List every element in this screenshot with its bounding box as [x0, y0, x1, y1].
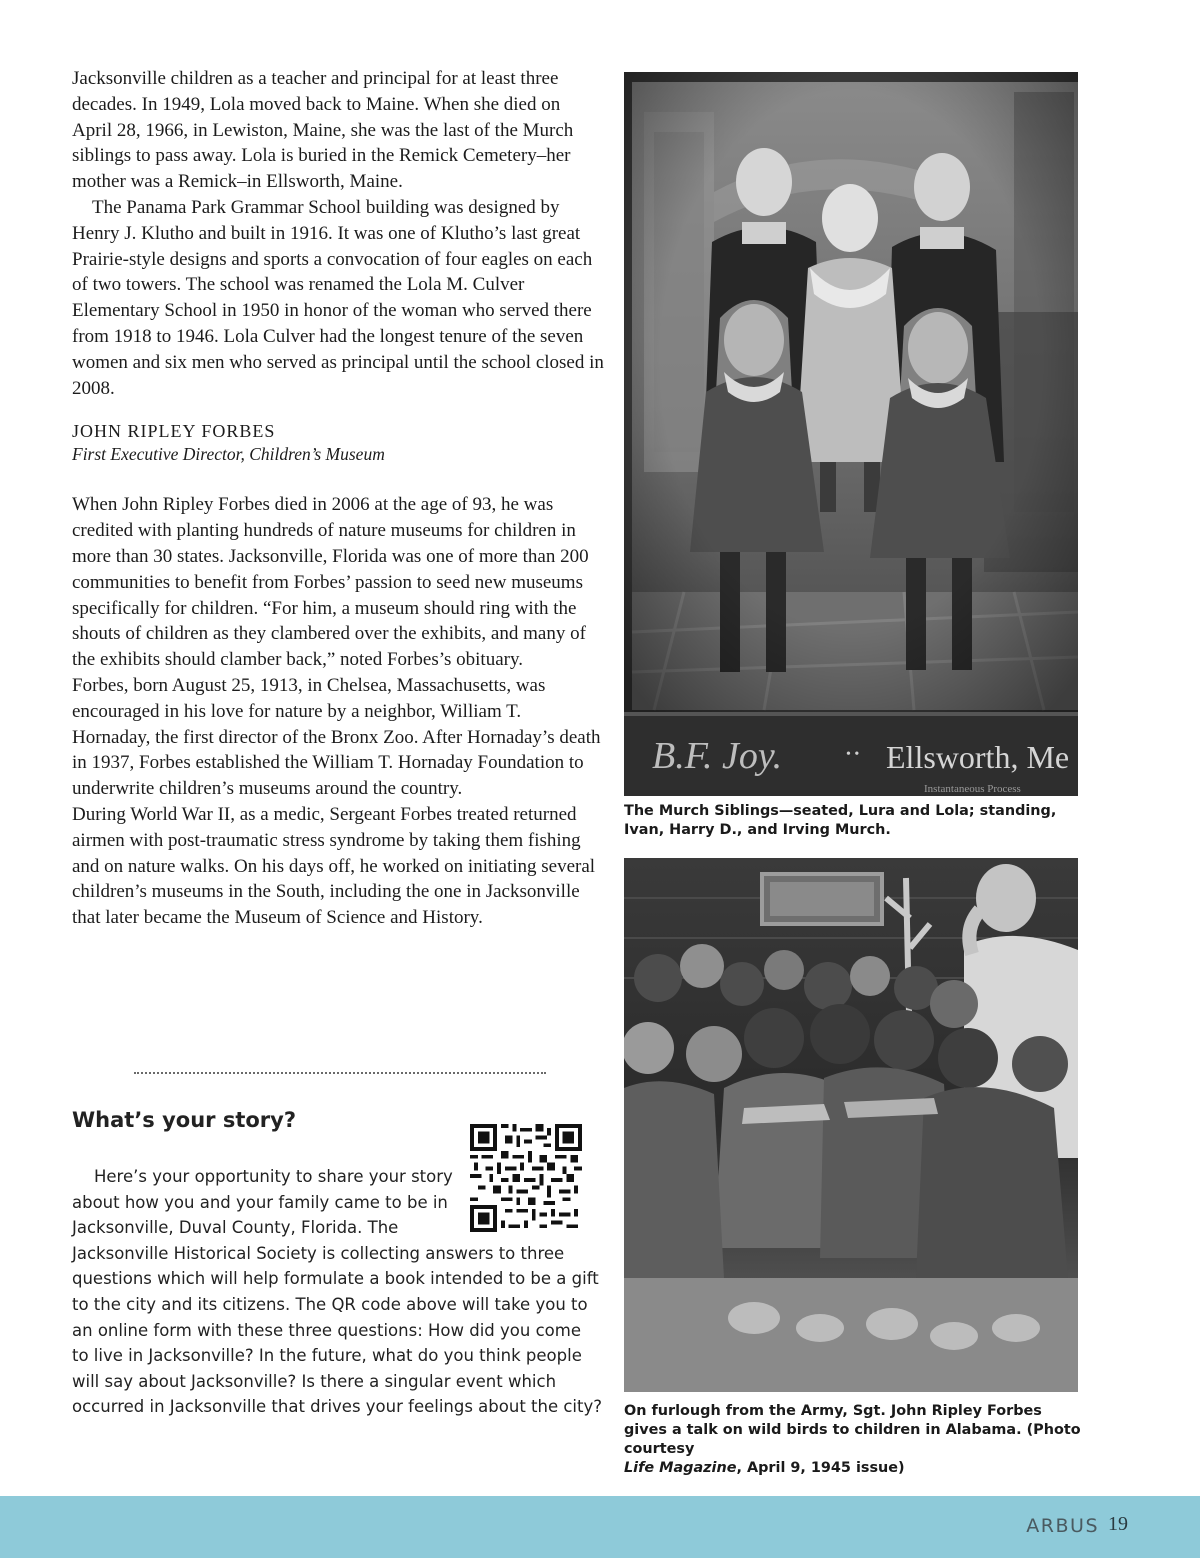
- footer-band: [0, 1496, 1200, 1558]
- bio-subtitle: First Executive Director, Children’s Museum: [72, 444, 385, 465]
- forbes-classroom-photo: [624, 858, 1078, 1392]
- studio-city: Ellsworth, Me: [886, 739, 1070, 775]
- bio-paragraph: During World War II, as a medic, Sergeant Forbes treated returned airmen with post-traumatic stress syndrome by taking them fishing and on nature walks. On his days off, he worked on initiating several children’s museums in the South, including the one in Jacksonville that later became the Museum of Science and History.: [72, 803, 596, 929]
- bio-heading: JOHN RIPLEY FORBES: [72, 421, 276, 442]
- article-paragraph: Jacksonville children as a teacher and principal for at least three decades. In 1949, Lola moved back to Maine. When she died on April 28, 1966, in Lewiston, Maine, she was the last of the Murch siblings to pass away. Lola is buried in the Remick Cemetery–her mother was a Remick–in Ellsworth, Maine.: [72, 68, 574, 193]
- bio-paragraph: Forbes, born August 25, 1913, in Chelsea, Massachusetts, was encouraged in his love for nature by a neighbor, William T. Hornaday, the first director of the Bronx Zoo. After Hornaday’s death in 1937, Forbes established the William T. Hornaday Foundation to underwrite children’s museums around the country.: [72, 674, 601, 800]
- photo-2-caption-tail: , April 9, 1945 issue): [736, 1460, 905, 1476]
- section-divider: [134, 1072, 546, 1075]
- story-paragraph: Here’s your opportunity to share your story about how you and your family came to be in Jacksonville, Duval County, Florida. The Jacksonville Historical Society is collecting answers to three questions which will help formulate a book intended to be a gift to the city and its citizens. The QR code above will take you to an online form with these three questions: How did you come to live in Jacksonville? In the future, what do you think people will say about Jacksonville? Is there a singular event which occurred in Jacksonville that drives your feelings about the city?: [72, 1167, 603, 1417]
- story-block: [72, 1164, 602, 1420]
- article-column: [72, 66, 604, 931]
- svg-text:• •: • •: [846, 747, 860, 762]
- studio-note: Instantaneous Process: [924, 783, 1021, 795]
- story-heading: What’s your story?: [72, 1108, 297, 1132]
- photo-2-caption: [624, 1402, 1084, 1478]
- footer-brand: ARBUS: [1026, 1515, 1099, 1537]
- qr-code[interactable]: [470, 1124, 582, 1232]
- article-paragraph: The Panama Park Grammar School building was designed by Henry J. Klutho and built in 1916. It was one of Klutho’s last great Prairie-style designs and sports a convocation of four eagles on each of two towers. The school was renamed the Lola M. Culver Elementary School in 1950 in honor of the woman who served there from 1918 to 1946. Lola Culver had the longest tenure of the seven women and six men who served as principal until the school closed in 2008.: [72, 196, 604, 399]
- page-number: 19: [1108, 1513, 1128, 1535]
- bio-paragraph: When John Ripley Forbes died in 2006 at the age of 93, he was credited with planting hundreds of nature museums for children in more than 30 states. Jacksonville, Florida was one of more than 200 communities to benefit from Forbes’ passion to seed new museums specifically for children. “For him, a museum should ring with the shouts of children as they clambered over the exhibits, and many of the exhibits should clamber back,” noted Forbes’s obituary.: [72, 494, 589, 671]
- studio-signature: B.F. Joy.: [652, 735, 783, 777]
- photo-2-caption-main: On furlough from the Army, Sgt. John Ripley Forbes gives a talk on wild birds to children in Alabama. (Photo courtesy: [624, 1403, 1081, 1457]
- qr-code-icon: [470, 1124, 582, 1232]
- photo-2-caption-source: Life Magazine: [624, 1460, 737, 1476]
- photo-1-caption: The Murch Siblings—seated, Lura and Lola; standing, Ivan, Harry D., and Irving Murch.: [624, 803, 1057, 838]
- murch-siblings-photo: [624, 72, 1078, 796]
